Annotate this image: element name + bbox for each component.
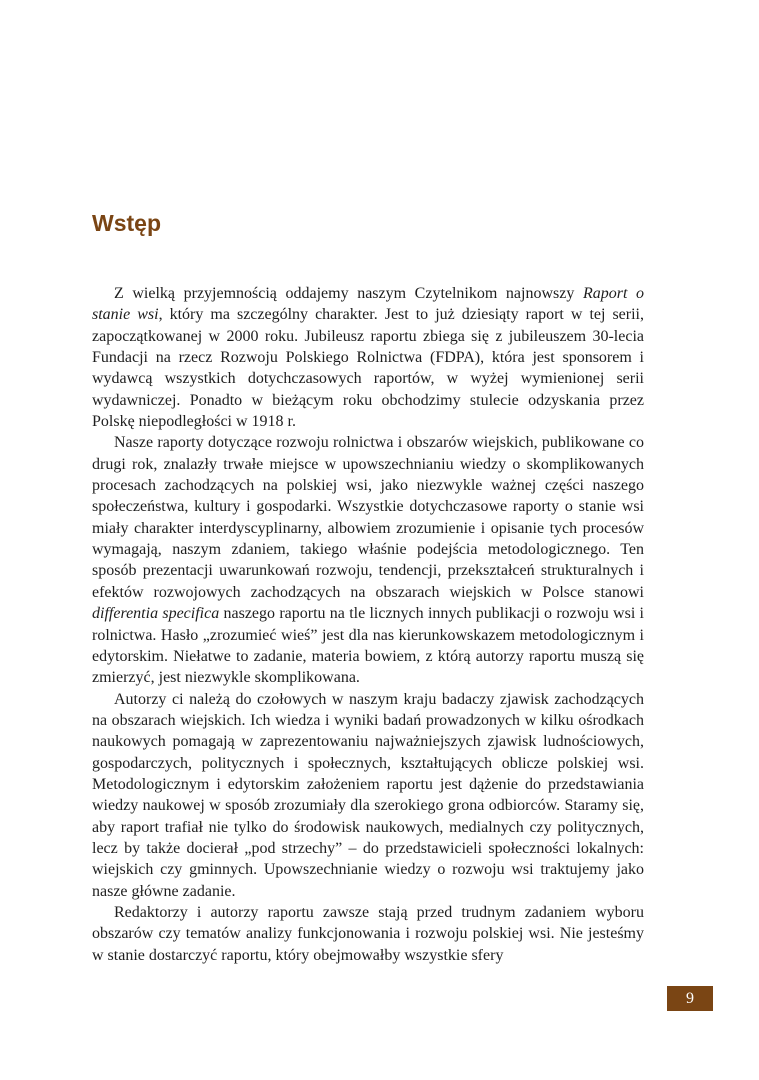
italic-title: Raport o stanie wsi (92, 285, 644, 324)
paragraph-text: naszego raportu na tle licznych innych publikacji o rozwoju wsi i rolnictwa. Hasło „zrozumieć wieś” jest dla nas kierunkowskazem metodologicznym i edytorskim. Niełatwe to zadanie, materia bowiem, z którą autorzy raportu muszą się zmierzyć, jest niezwykle skomplikowana. (92, 605, 644, 687)
paragraph-text: , który ma szczególny charakter. Jest to już dziesiąty raport w tej serii, zapoczątkowanej w 2000 roku. Jubileusz raportu zbiega się z jubileuszem 30-lecia Fundacji na rzecz Rozwoju Polskiego Rolnictwa (FDPA), która jest sponsorem i wydawcą wszystkich dotychczasowych raportów, w wyżej wymienionej serii wydawniczej. Ponadto w bieżącym roku obchodzimy stulecie odzyskania przez Polskę niepodległości w 1918 r. (92, 306, 645, 431)
page-number-badge (667, 986, 713, 1011)
paragraph-text: Autorzy ci należą do czołowych w naszym kraju badaczy zjawisk zachodzących na obszarach wiejskich. Ich wiedza i wyniki badań prowadzonych w kilku ośrodkach naukowych pomagają w zaprezentowaniu najważniejszych zjawisk ludnościowych, gospodarczych, politycznych i społecznych, kształtujących oblicze polskiej wsi. Metodologicznym i edytorskim założeniem raportu jest dążenie do przedstawiania wiedzy naukowej w sposób zrozumiały dla szerokiego grona odbiorców. Staramy się, aby raport trafiał nie tylko do środowisk naukowych, medialnych czy politycznych, lecz by także docierał „pod strzechy” – do przedstawicieli społeczności lokalnych: wiejskich czy gminnych. Upowszechnianie wiedzy o rozwoju wsi traktujemy jako nasze główne zadanie. (92, 690, 644, 900)
italic-phrase: differentia specifica (92, 605, 220, 623)
section-heading: Wstęp (92, 210, 161, 236)
paragraph (92, 432, 644, 688)
paragraph (92, 689, 644, 902)
paragraph (92, 283, 644, 432)
paragraph-text: Redaktorzy i autorzy raportu zawsze stają przed trudnym zadaniem wyboru obszarów czy tematów analizy funkcjonowania i rozwoju polskiej wsi. Nie jesteśmy w stanie dostarczyć raportu, który obejmowałby wszystkie sfery (92, 903, 644, 964)
paragraph-text: Nasze raporty dotyczące rozwoju rolnictwa i obszarów wiejskich, publikowane co drugi rok, znalazły trwałe miejsce w upowszechnianiu wiedzy o skomplikowanych procesach zachodzących na polskiej wsi, jako niezwykle ważnej części naszego społeczeństwa, kultury i gospodarki. Wszystkie dotychczasowe raporty o stanie wsi miały charakter interdyscyplinarny, albowiem zrozumienie i opisanie tych procesów wymagają, naszym zdaniem, takiego właśnie podejścia metodologicznego. Ten sposób prezentacji uwarunkowań rozwoju, tendencji, przekształceń strukturalnych i efektów rozwojowych zachodzących na obszarach wiejskich w Polsce stanowi (92, 434, 644, 601)
paragraph (92, 902, 644, 966)
body-text (92, 283, 644, 966)
paragraph-text: Z wielką przyjemnością oddajemy naszym Czytelnikom najnowszy (114, 285, 583, 302)
page-number: 9 (686, 990, 694, 1007)
